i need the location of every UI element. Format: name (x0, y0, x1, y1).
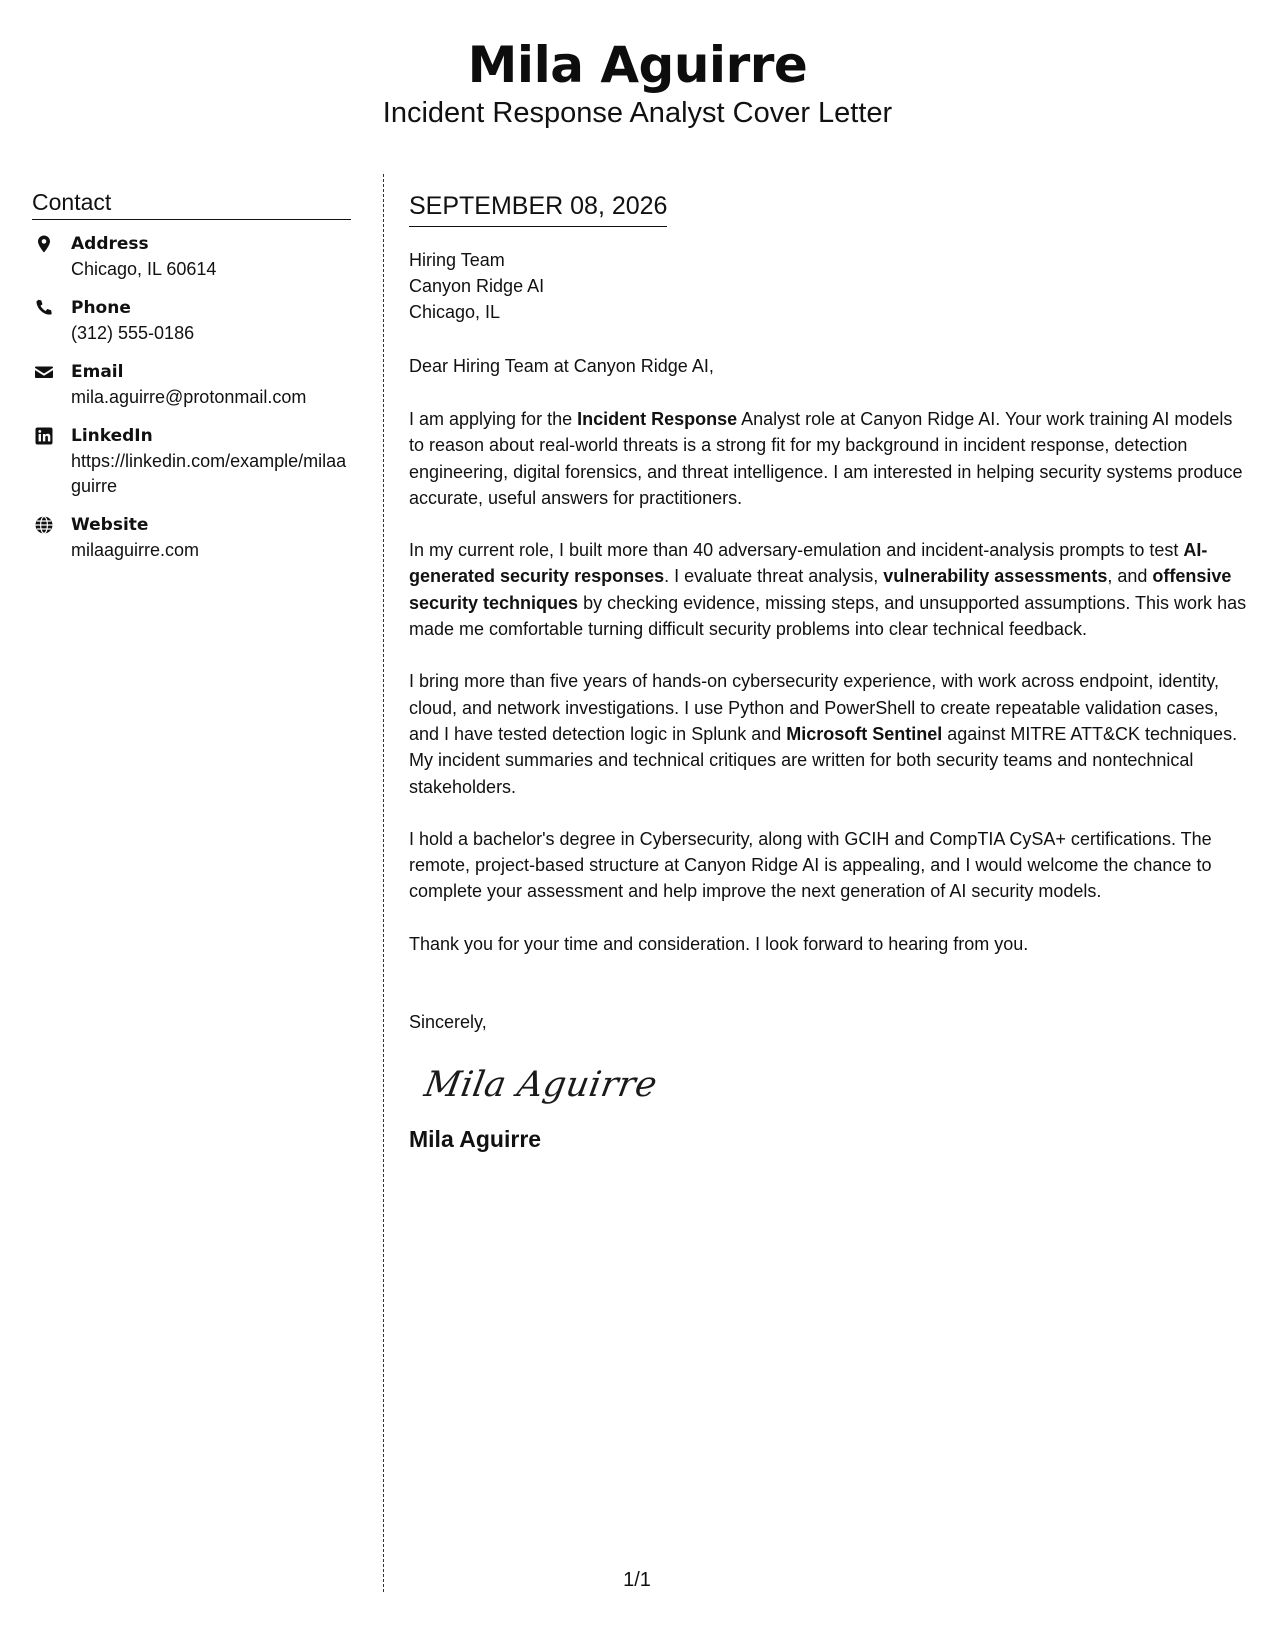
emphasis-text: Incident Response (577, 409, 738, 429)
greeting: Dear Hiring Team at Canyon Ridge AI, (409, 356, 714, 376)
emphasis-text: AI-generated security responses (409, 540, 1208, 587)
recipient-line: Hiring Team (409, 250, 505, 270)
paragraph-text: I am applying for the (409, 409, 578, 429)
emphasis-text: vulnerability assessments (883, 566, 1108, 587)
letter-paragraph (409, 826, 1247, 905)
contact-item-website (32, 513, 351, 563)
paragraph-text: I bring more than five years of hands-on cybersecurity experience, with work across endpoint, identity, cloud, and network investigations. I use Python and PowerShell to create repeatable validation cases, and I have tested detection logic in Splunk and (409, 671, 1220, 744)
paragraph-text: Thank you for your time and consideration. I look forward to hearing from you. (409, 933, 1029, 954)
paragraph-text: . I evaluate threat analysis, (664, 566, 884, 587)
recipient-block (409, 247, 1247, 325)
signed-name: Mila Aguirre (409, 1126, 542, 1153)
contact-label: Website (71, 515, 149, 535)
letter-header (0, 34, 1275, 130)
contact-item-address (32, 232, 351, 282)
contact-heading: Contact (32, 188, 351, 220)
contact-value: Chicago, IL 60614 (71, 259, 217, 279)
contact-label: Address (71, 234, 149, 254)
contact-label: Phone (71, 298, 131, 318)
recipient-line: Canyon Ridge AI (409, 276, 545, 296)
signature (421, 1055, 1247, 1119)
map-pin-icon (34, 234, 54, 254)
globe-icon (34, 515, 54, 535)
emphasis-text: offensive security techniques (409, 566, 1232, 613)
paragraph-text: I hold a bachelor's degree in Cybersecurity, along with GCIH and CompTIA CySA+ certifications. The remote, project-based structure at Canyon Ridge AI is appealing, and I would welcome the chance to complete your assessment and help improve the next generation of AI security models. (409, 828, 1212, 902)
paragraph-text: by checking evidence, missing steps, and unsupported assumptions. This work has made me comfortable turning difficult security problems into clear technical feedback. (409, 592, 1247, 640)
linkedin-icon (34, 426, 54, 446)
letter-date: SEPTEMBER 08, 2026 (409, 190, 667, 227)
contact-sidebar (32, 188, 351, 577)
signature-text: Mila Aguirre (421, 1065, 661, 1106)
letter-paragraph (409, 668, 1247, 799)
letter-paragraph (409, 931, 1247, 957)
letter-paragraph (409, 406, 1247, 511)
letter-body (409, 190, 1247, 1153)
contact-value: mila.aguirre@protonmail.com (71, 387, 307, 407)
closing: Sincerely, (409, 1012, 487, 1033)
recipient-line: Chicago, IL (409, 302, 501, 322)
phone-icon (34, 298, 54, 318)
contact-label: Email (71, 362, 124, 382)
page-number: 1/1 (623, 1569, 651, 1591)
applicant-name: Mila Aguirre (467, 36, 808, 94)
document-subtitle: Incident Response Analyst Cover Letter (382, 97, 893, 129)
paragraph-text: In my current role, I built more than 40 adversary-emulation and incident-analysis prompts to test (409, 540, 1184, 561)
contact-item-email (32, 360, 351, 410)
contact-value: (312) 555-0186 (71, 323, 195, 343)
column-divider (383, 174, 384, 1592)
envelope-icon (34, 362, 54, 382)
contact-item-linkedin (32, 424, 351, 499)
contact-label: LinkedIn (71, 426, 153, 446)
letter-paragraphs (409, 406, 1247, 957)
paragraph-text: , and (1107, 566, 1153, 587)
contact-item-phone (32, 296, 351, 346)
paragraph-text: Analyst role at Canyon Ridge AI. Your work training AI models to reason about real-world threats is a strong fit for my background in incident response, detection engineering, digital forensics, and threat intelligence. I am interested in helping security systems produce accurate, useful answers for practitioners. (409, 409, 1243, 508)
contact-value: https://linkedin.com/example/milaaguirre (71, 451, 347, 496)
contact-value: milaaguirre.com (71, 540, 200, 560)
emphasis-text: Microsoft Sentinel (786, 723, 943, 744)
paragraph-text: against MITRE ATT&CK techniques. My incident summaries and technical critiques are written for both security teams and nontechnical stakeholders. (409, 723, 1238, 797)
letter-paragraph (409, 537, 1247, 642)
